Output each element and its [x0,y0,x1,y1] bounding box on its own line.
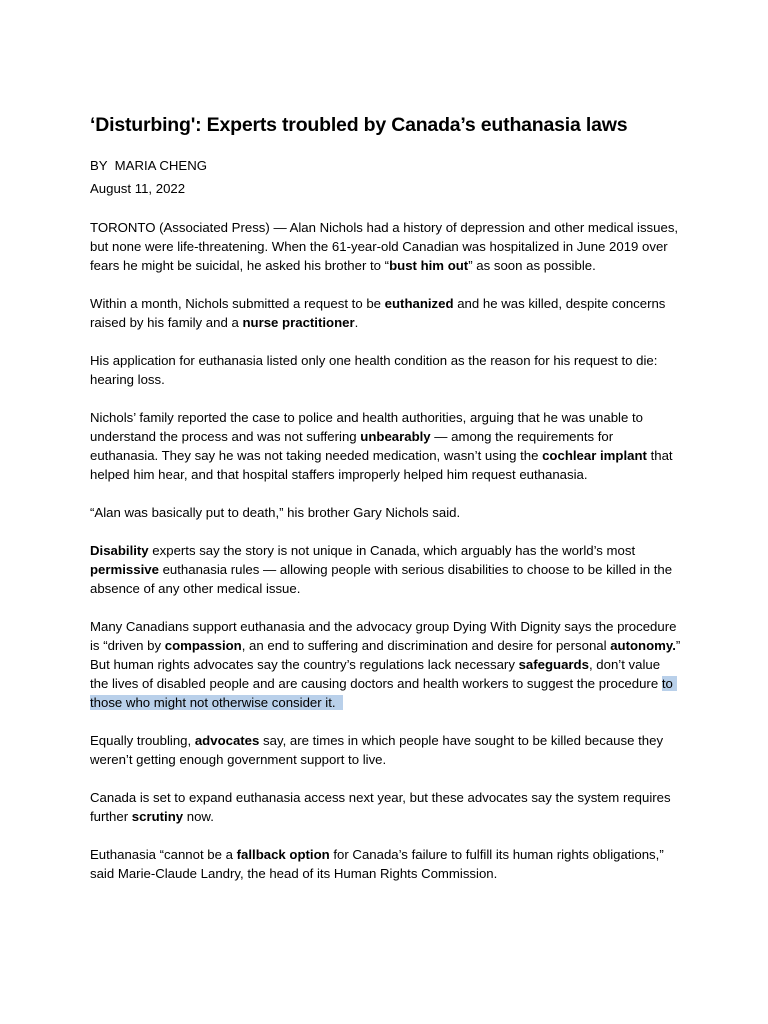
article-date: August 11, 2022 [90,181,186,196]
text-run: TORONTO (Associated Press) — Alan Nichols had a history of depression and other medical issues, but none were life-threatening. When the 61-year-old Canadian was hospitalized in June 2019 over fears he might be suicidal, he asked his brother to “ [90,220,679,273]
document-page [90,110,682,902]
bold-text: bust him out [389,258,469,273]
bold-text: Disability [90,543,149,558]
highlighted-text: to those who might not otherwise consider it. [90,676,677,710]
bold-text: compassion [164,638,242,653]
bold-text: fallback option [236,847,330,862]
bold-text: autonomy. [610,638,676,653]
article-byline: BY MARIA CHENG [90,158,208,173]
text-run: Many Canadians support euthanasia and the advocacy group Dying With Dignity says the procedure is “driven by [90,619,677,653]
text-run: ” as soon as possible. [468,258,596,273]
bold-text: scrutiny [131,809,184,824]
text-run: Canada is set to expand euthanasia access next year, but these advocates say the system requires further [90,790,671,824]
text-run: now. [183,809,214,824]
text-run: , an end to suffering and discrimination and desire for personal [241,638,611,653]
text-run: . [354,315,359,330]
article-paragraph [90,503,682,522]
text-run: , don’t value the lives of disabled people and are causing doctors and health workers to suggest the procedure [90,657,662,691]
text-run: say, are times in which people have sought to be killed because they weren’t getting enough government support to live. [90,733,664,767]
bold-text: safeguards [518,657,589,672]
text-run: that helped him hear, and that hospital staffers improperly helped him request euthanasia. [90,448,673,482]
article-paragraph [90,788,682,826]
text-run: and he was killed, despite concerns raised by his family and a [90,296,666,330]
text-run: Euthanasia “cannot be a [90,847,237,862]
article-paragraph [90,218,682,275]
bold-text: permissive [90,562,159,577]
text-run: Within a month, Nichols submitted a request to be [90,296,385,311]
article-paragraph [90,845,682,883]
bold-text: cochlear implant [542,448,647,463]
article-paragraph [90,731,682,769]
bold-text: nurse practitioner [242,315,355,330]
text-run: experts say the story is not unique in Canada, which arguably has the world’s most [148,543,636,558]
bold-text: advocates [194,733,260,748]
text-run: His application for euthanasia listed only one health condition as the reason for his request to die: hearing loss. [90,353,658,387]
article-paragraph [90,408,682,484]
bold-text: euthanized [384,296,454,311]
bold-text: unbearably [360,429,431,444]
text-run: euthanasia rules — allowing people with serious disabilities to choose to be killed in the absence of any other medical issue. [90,562,673,596]
article-title: ‘Disturbing': Experts troubled by Canada’s euthanasia laws [90,114,628,136]
text-run: “Alan was basically put to death,” his brother Gary Nichols said. [90,505,461,520]
text-run: ” But human rights advocates say the country’s regulations lack necessary [90,638,681,672]
text-run: for Canada’s failure to fulfill its human rights obligations,” said Marie-Claude Landry, the head of its Human Rights Commission. [90,847,664,881]
text-run: Nichols’ family reported the case to police and health authorities, arguing that he was unable to understand the process and was not suffering [90,410,643,444]
article-paragraph [90,351,682,389]
text-run: — among the requirements for euthanasia. They say he was not taking needed medication, wasn’t using the [90,429,614,463]
article-paragraph [90,541,682,598]
article-paragraph [90,294,682,332]
article-paragraph [90,617,682,712]
text-run: Equally troubling, [90,733,195,748]
article-body [90,218,682,883]
